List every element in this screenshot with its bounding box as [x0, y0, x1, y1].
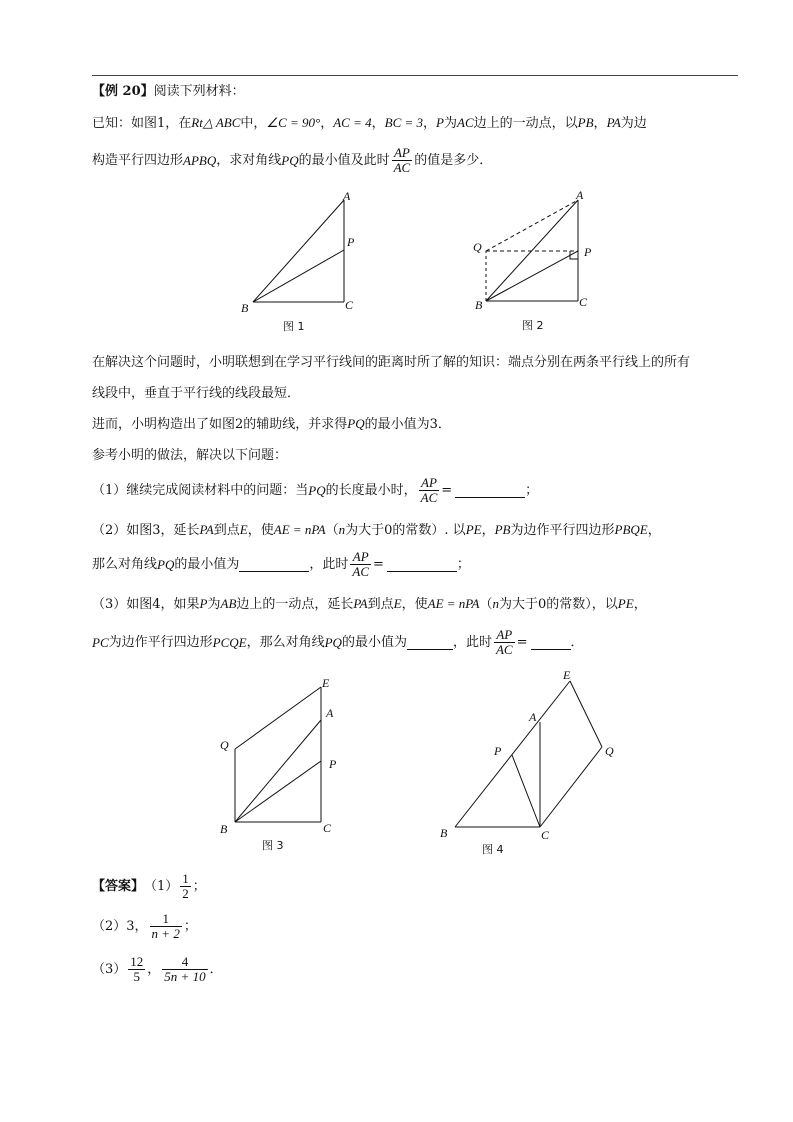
equals: =	[373, 556, 384, 572]
equals: =	[516, 634, 528, 650]
figure-1	[235, 188, 360, 338]
text: 的值是多少．	[414, 152, 493, 168]
text: 为大于0的常数）. 以	[345, 523, 466, 538]
label-c: C	[323, 821, 332, 835]
denominator: n + 2	[151, 926, 180, 941]
segment-ba	[253, 200, 344, 302]
label-p: P	[494, 744, 502, 758]
example-title: 阅读下列材料：	[153, 84, 245, 99]
figure-3	[210, 672, 350, 857]
label-q: Q	[473, 240, 482, 254]
math: AE = nPA	[427, 596, 480, 611]
math: PA	[199, 522, 214, 537]
math: E	[239, 522, 248, 537]
label-a: A	[343, 189, 351, 203]
fraction-ap-ac	[419, 476, 440, 505]
math: AB	[220, 596, 237, 611]
text: 到点	[213, 523, 240, 538]
text: （	[325, 523, 339, 538]
answer-tag: 【答案】	[92, 878, 145, 894]
text: ．	[570, 634, 584, 650]
fraction-answer-1	[180, 872, 191, 901]
math: PA	[606, 115, 621, 130]
label-b: B	[440, 826, 448, 840]
text: 进而，小明构造出了如图2的辅助线，并求得	[92, 417, 348, 432]
text: 为边作平行四边形	[108, 634, 213, 650]
denominator: 5n + 10	[164, 969, 206, 984]
answer-blank[interactable]	[407, 635, 453, 650]
math: PC	[92, 634, 109, 650]
text: ；	[183, 918, 197, 934]
text: （3）如图4，如果	[92, 597, 200, 612]
label-q: Q	[220, 738, 229, 752]
label-a: A	[529, 710, 537, 724]
segment-cq	[540, 747, 602, 827]
numerator: 1	[182, 871, 189, 886]
text: 已知：如图1，在	[92, 116, 192, 131]
denominator: 2	[182, 886, 189, 901]
text: ，此时	[309, 556, 349, 572]
text: ，那么对角线	[246, 634, 325, 650]
text: ，求对角线	[216, 152, 282, 168]
text: ，	[371, 116, 385, 131]
header-rule	[92, 75, 738, 76]
math: PB	[577, 115, 594, 130]
text: ．	[209, 961, 223, 977]
text: 为	[444, 116, 458, 131]
question-2-line-1	[92, 520, 661, 541]
segment-qe	[235, 687, 321, 749]
paragraph-3	[92, 414, 451, 435]
equals: =	[441, 482, 453, 498]
label-a: A	[576, 188, 584, 202]
paragraph-4: 参考小明的做法，解决以下问题：	[92, 448, 288, 463]
fraction-answer-3b	[162, 955, 207, 984]
example-header	[92, 82, 245, 102]
label-c: C	[579, 295, 588, 309]
text: 的最小值及此时	[298, 152, 390, 168]
example-tag: 【例 20】	[92, 84, 154, 99]
numerator: AP	[494, 628, 515, 643]
text: （2）如图3，延长	[92, 523, 200, 538]
math: BC = 3	[384, 115, 424, 130]
label-p: P	[347, 235, 355, 249]
fraction-ap-ac	[392, 146, 413, 175]
label-a: A	[326, 706, 334, 720]
answer-blank[interactable]	[531, 635, 571, 650]
numerator: AP	[392, 146, 413, 161]
math: PBQE	[614, 522, 648, 537]
denominator: 5	[133, 969, 141, 984]
label-e: E	[322, 676, 330, 690]
math: Rt△ ABC	[191, 115, 241, 130]
text: （1）	[144, 878, 179, 894]
fraction-answer-3a	[128, 955, 145, 984]
text: 为边作平行四边形	[510, 523, 615, 538]
text: 边上的一动点，以	[473, 116, 578, 131]
text: 中，	[240, 116, 267, 131]
text: 的长度最小时，	[325, 482, 417, 498]
math: PE	[617, 596, 634, 611]
text: ；	[525, 482, 539, 498]
answer-2	[92, 912, 197, 941]
answer-blank[interactable]	[455, 483, 525, 498]
fraction-ap-ac	[350, 550, 371, 579]
caption: 图 3	[262, 839, 284, 852]
math: PCQE	[212, 634, 247, 650]
segment-bp	[235, 761, 321, 822]
label-e: E	[563, 668, 571, 682]
text: 为大于0的常数），以	[499, 597, 618, 612]
text: 的最小值为	[341, 634, 407, 650]
math: PQ	[324, 634, 342, 650]
caption: 图 1	[283, 320, 305, 333]
math: PQ	[308, 482, 326, 498]
text: ，使	[401, 597, 428, 612]
math: APBQ	[183, 152, 217, 168]
text: ，	[423, 116, 437, 131]
math: E	[393, 596, 402, 611]
text: ，使	[247, 523, 274, 538]
text: 到点	[367, 597, 394, 612]
question-2-line-2	[92, 550, 470, 579]
math: AC = 4	[333, 115, 372, 130]
math: AC	[457, 115, 474, 130]
text: ；	[192, 878, 206, 894]
numerator: 1	[150, 912, 182, 927]
label-b: B	[475, 298, 483, 312]
math: PQ	[347, 416, 365, 431]
label-b: B	[220, 822, 228, 836]
text: （3）	[92, 961, 127, 977]
figure-4	[430, 663, 630, 863]
answer-blank[interactable]	[239, 557, 309, 572]
denominator: AC	[352, 564, 370, 579]
text: ，此时	[452, 634, 492, 650]
text: 构造平行四边形	[92, 152, 184, 168]
text: （	[479, 597, 493, 612]
question-3-line-1	[92, 594, 647, 615]
answer-1	[92, 872, 206, 901]
segment-qa	[486, 200, 578, 251]
math: P	[199, 596, 208, 611]
denominator: AC	[495, 642, 513, 657]
text: 为	[207, 597, 221, 612]
numerator: 4	[162, 955, 207, 970]
segment-bp	[486, 251, 578, 301]
segment-pc	[512, 755, 540, 827]
text: ，	[647, 523, 661, 538]
text: ，	[147, 961, 161, 977]
math: n	[492, 596, 500, 611]
numerator: AP	[350, 550, 371, 565]
label-p: P	[329, 757, 337, 771]
text: ；	[456, 556, 470, 572]
caption: 图 4	[482, 843, 504, 856]
math: PE	[465, 522, 482, 537]
problem-line-2	[92, 146, 492, 175]
math: P	[436, 115, 444, 130]
figure-2	[467, 185, 602, 340]
label-c: C	[345, 298, 354, 312]
problem-line-1	[92, 113, 647, 134]
text: 那么对角线	[92, 556, 158, 572]
text: ，	[593, 116, 607, 131]
paragraph-2: 线段中，垂直于平行线的线段最短．	[92, 386, 301, 401]
segment-eq	[570, 681, 602, 747]
question-1	[92, 476, 538, 505]
math: PB	[494, 522, 511, 537]
math: ∠C = 90°	[266, 115, 321, 130]
label-p: P	[584, 245, 592, 259]
text: （2）3，	[92, 918, 148, 934]
fraction-ap-ac	[494, 628, 515, 657]
segment-bp	[253, 250, 344, 302]
math: PQ	[157, 556, 175, 572]
label-c: C	[541, 828, 550, 842]
answer-3	[92, 955, 223, 984]
segment-ba	[235, 720, 321, 822]
answer-blank[interactable]	[387, 557, 457, 572]
label-b: B	[241, 301, 249, 315]
math: PA	[353, 596, 368, 611]
text: 的最小值为	[174, 556, 240, 572]
math: n	[338, 522, 346, 537]
math: AE = nPA	[273, 522, 326, 537]
text: ，	[633, 597, 647, 612]
numerator: AP	[419, 476, 440, 491]
caption: 图 2	[522, 319, 544, 332]
text: ，	[481, 523, 495, 538]
denominator: AC	[420, 490, 438, 505]
numerator: 12	[130, 954, 144, 969]
text: （1）继续完成阅读材料中的问题：当	[92, 482, 309, 498]
text: ，	[320, 116, 334, 131]
segment-be	[455, 681, 570, 827]
paragraph-1: 在解决这个问题时，小明联想到在学习平行线间的距离时所了解的知识：端点分别在两条平行线上的所有	[92, 355, 691, 370]
denominator: AC	[393, 160, 411, 175]
text: 边上的一动点，延长	[236, 597, 354, 612]
label-q: Q	[605, 744, 614, 758]
math: PQ	[281, 152, 299, 168]
text: 为边	[620, 116, 647, 131]
text: 的最小值为3．	[364, 417, 451, 432]
fraction-answer-2	[150, 912, 182, 941]
question-3-line-2	[92, 628, 584, 657]
